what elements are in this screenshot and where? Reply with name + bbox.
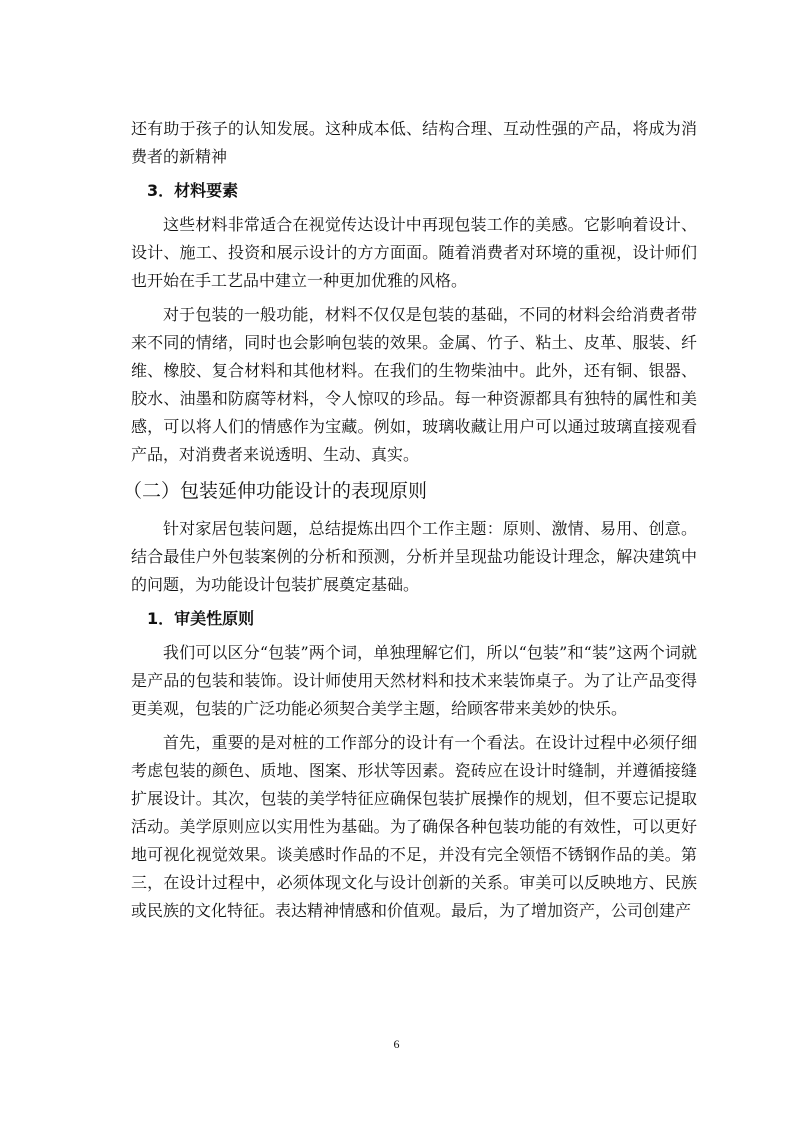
paragraph: 首先，重要的是对桩的工作部分的设计有一个看法。在设计过程中必须仔细考虑包装的颜色、质地、图案、形状等因素。瓷砖应在设计时缝制，并遵循接缝扩展设计。其次，包装的美学特征应确保包装扩展操作的规划，但不要忘记提取活动。美学原则应以实用性为基础。为了确保各种包装功能的有效性，可以更好地可视化视觉效果。谈美感时作品的不足，并没有完全领悟不锈钢作品的美。第三，在设计过程中，必须体现文化与设计创新的关系。审美可以反映地方、民族或民族的文化特征。表达精神情感和价值观。最后，为了增加资产，公司创建产 [131,733,697,920]
paragraph: 我们可以区分“包装”两个词，单独理解它们，所以“包装”和“装”这两个词就是产品的包装和装饰。设计师使用天然材料和技术来装饰桌子。为了让产品变得更美观，包装的广泛功能必须契合美学主题，给顾客带来美妙的快乐。 [131,643,697,718]
section-heading: （二）包装延伸功能设计的表现原则 [123,480,428,502]
page-number: 6 [393,1037,400,1051]
paragraph: 对于包装的一般功能，材料不仅仅是包装的基础，不同的材料会给消费者带来不同的情绪，同时也会影响包装的效果。金属、竹子、粘土、皮革、服装、纤维、橡胶、复合材料和其他材料。在我们的生物柴油中。此外，还有铜、银器、胶水、油墨和防腐等材料，令人惊叹的珍品。每一种资源都具有独特的属性和美感，可以将人们的情感作为宝藏。例如，玻璃收藏让用户可以通过玻璃直接观看产品，对消费者来说透明、生动、真实。 [131,305,697,464]
subheading-material-elements: 3．材料要素 [147,181,239,200]
paragraph: 这些材料非常适合在视觉传达设计中再现包装工作的美感。它影响着设计、设计、施工、投资和展示设计的方方面面。随着消费者对环境的重视，设计师们也开始在手工艺品中建立一种更加优雅的风格。 [131,215,697,290]
paragraph: 针对家居包装问题，总结提炼出四个工作主题：原则、激情、易用、创意。结合最佳户外包装案例的分析和预测，分析并呈现盐功能设计理念，解决建筑中的问题，为功能设计包装扩展奠定基础。 [131,519,697,594]
subheading-aesthetic-principle: 1．审美性原则 [147,609,255,628]
paragraph-continuation: 还有助于孩子的认知发展。这种成本低、结构合理、互动性强的产品，将成为消费者的新精神 [131,119,697,166]
page-body [123,115,697,931]
